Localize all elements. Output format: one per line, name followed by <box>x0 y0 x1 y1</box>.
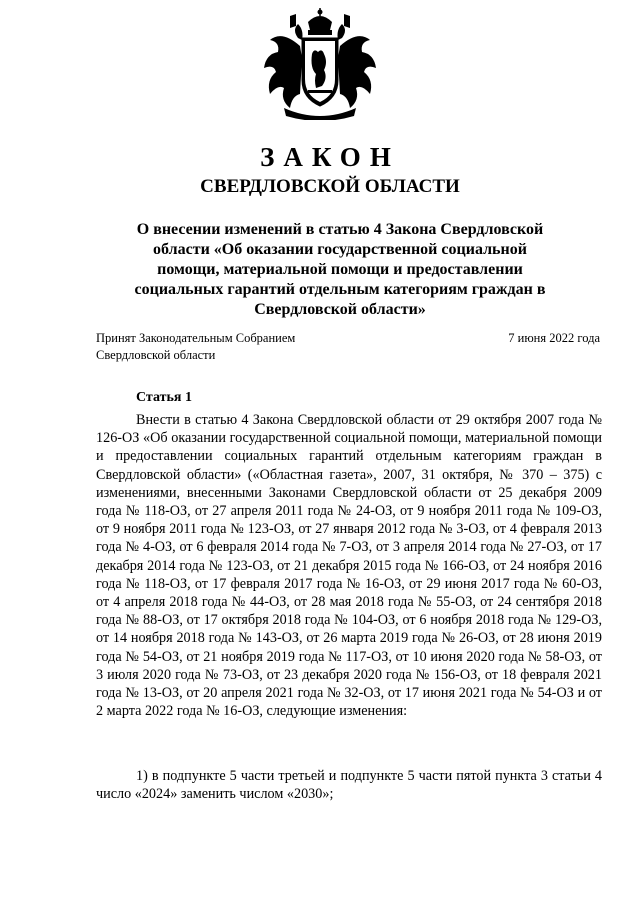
adopted-by-text: Принят Законодательным Собранием Свердловской области <box>96 331 296 362</box>
article-item-1: 1) в подпункте 5 части третьей и подпункте 5 части пятой пункта 3 статьи 4 число «2024» заменить числом «2030»; <box>96 768 602 803</box>
region-title: СВЕРДЛОВСКОЙ ОБЛАСТИ <box>200 176 460 197</box>
article-intro-paragraph: Внести в статью 4 Закона Свердловской области от 29 октября 2007 года № 126-ОЗ «Об оказании государственной социальной помощи, материальной помощи и предоставлении социальных гарантий отдельным категориям граждан в Свердловской области» («Областная газета», 2007, 31 октября, № 370 – 375) с изменениями, внесенными Законами Свердловской области от 25 декабря 2009 года № 118-ОЗ, от 27 апреля 2011 года № 24-ОЗ, от 9 ноября 2011 года № 109-ОЗ, от 9 ноября 2011 года № 123-ОЗ, от 27 января 2012 года № 3-ОЗ, от 4 февраля 2013 года № 4-ОЗ, от 6 февраля 2014 года № 7-ОЗ, от 3 апреля 2014 года № 27-ОЗ, от 17 декабря 2014 года № 123-ОЗ, от 21 декабря 2015 года № 166-ОЗ, от 24 ноября 2016 года № 118-ОЗ, от 17 февраля 2017 года № 16-ОЗ, от 29 июня 2017 года № 60-ОЗ, от 4 апреля 2018 года № 44-ОЗ, от 28 мая 2018 года № 55-ОЗ, от 24 сентября 2018 года № 88-ОЗ, от 17 октября 2018 года № 104-ОЗ, от 6 ноября 2018 года № 129-ОЗ, от 14 ноября 2018 года № 143-ОЗ, от 26 марта 2019 года № 26-ОЗ, от 28 июня 2019 года № 54-ОЗ, от 21 ноября 2019 года № 117-ОЗ, от 10 июня 2020 года № 58-ОЗ, от 3 июля 2020 года № 73-ОЗ, от 23 декабря 2020 года № 156-ОЗ, от 18 февраля 2021 года № 13-ОЗ, от 20 апреля 2021 года № 32-ОЗ, от 17 июня 2021 года № 54-ОЗ и от 2 марта 2022 года № 16-ОЗ, следующие изменения: <box>96 412 602 720</box>
article-heading: Статья 1 <box>136 390 192 405</box>
document-type-title: ЗАКОН <box>260 142 400 172</box>
coat-of-arms-icon <box>262 8 378 120</box>
adoption-date: 7 июня 2022 года <box>508 331 600 345</box>
law-subject-heading: О внесении изменений в статью 4 Закона Свердловской области «Об оказании государственной социальной помощи, материальной помощи и предоставлении социальных гарантий отдельным категориям граждан в Свердловской области» <box>134 221 546 318</box>
